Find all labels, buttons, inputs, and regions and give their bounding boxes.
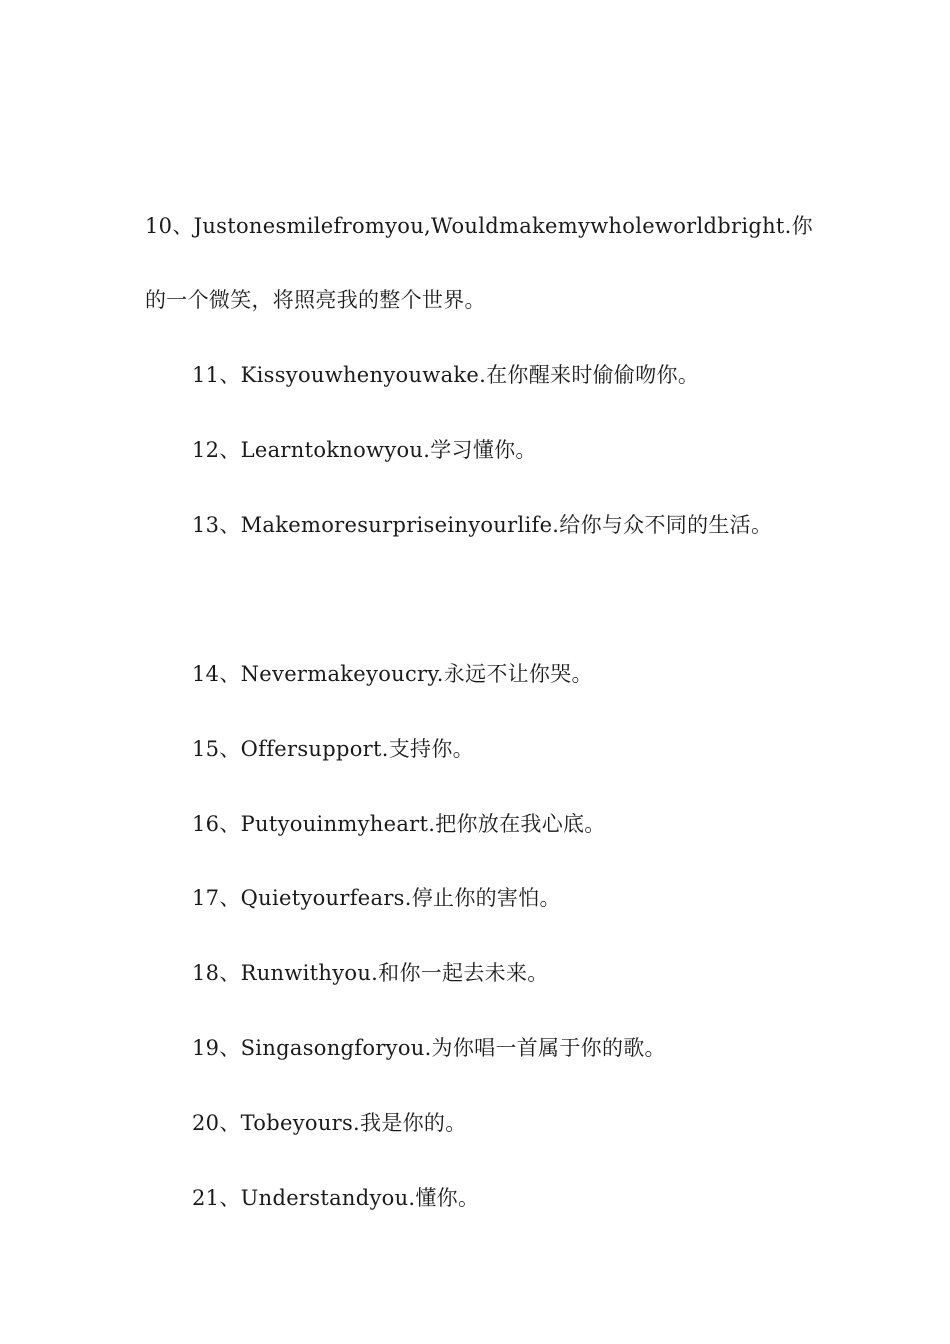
paragraph-line: 14、Nevermakeyoucry.永远不让你哭。 <box>192 662 593 686</box>
paragraph-line: 18、Runwithyou.和你一起去未来。 <box>192 961 549 985</box>
paragraph-line: 17、Quietyourfears.停止你的害怕。 <box>192 886 561 910</box>
paragraph-line: 19、Singasongforyou.为你唱一首属于你的歌。 <box>192 1036 666 1060</box>
paragraph-line: 11、Kissyouwhenyouwake.在你醒来时偷偷吻你。 <box>192 363 700 387</box>
paragraph-line: 16、Putyouinmyheart.把你放在我心底。 <box>192 812 606 836</box>
paragraph-line: 12、Learntoknowyou.学习懂你。 <box>192 438 537 462</box>
paragraph-line: 21、Understandyou.懂你。 <box>192 1186 480 1210</box>
paragraph-line: 的一个微笑，将照亮我的整个世界。 <box>145 288 486 312</box>
paragraph-line: 15、Offersupport.支持你。 <box>192 737 474 761</box>
paragraph-line: 20、Tobeyours.我是你的。 <box>192 1111 467 1135</box>
paragraph-line: 10、Justonesmilefromyou,Wouldmakemywholeworldbright.你 <box>145 214 813 238</box>
paragraph-line: 13、Makemoresurpriseinyourlife.给你与众不同的生活。 <box>192 513 773 537</box>
